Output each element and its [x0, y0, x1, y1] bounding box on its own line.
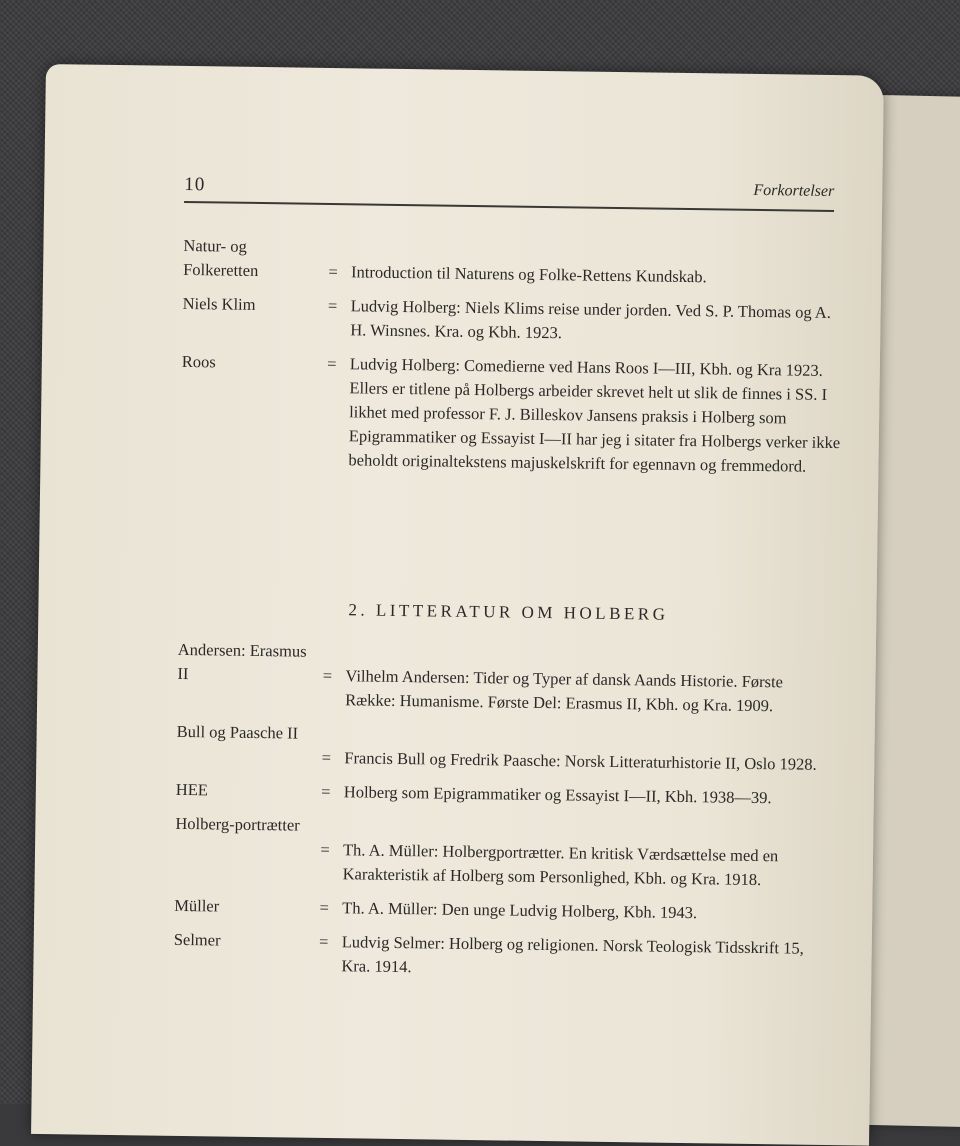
entry-roos [182, 350, 842, 383]
entry-holbergportraetter [175, 812, 836, 893]
equals-sign: = [318, 931, 329, 952]
book-page [31, 64, 884, 1146]
entry-hee [176, 778, 836, 811]
entry-definition: Holberg som Epigrammatiker og Essayist I—II, Kbh. 1938—39. [343, 782, 772, 808]
entry-term: Selmer [173, 929, 221, 950]
entry-term: Bull og Paasche II [176, 721, 299, 743]
section-heading: 2. LITTERATUR OM HOLBERG [348, 600, 669, 624]
entry-definition: Ludvig Holberg: Niels Klims reise under jorden. Ved S. P. Thomas og A. H. Winsnes. Kra. og Kbh. 1923. [350, 296, 832, 343]
entry-definition: Vilhelm Andersen: Tider og Typer af dansk Aands Historie. Første Række: Humanisme. Første Del: Erasmus II, Kbh. og Kra. 1909. [345, 666, 784, 716]
entry-natur-og-folkeretten [183, 234, 844, 291]
entry-muller [174, 894, 834, 927]
entry-term: Niels Klim [182, 293, 256, 314]
equals-sign: = [322, 665, 333, 686]
explanatory-note: Ellers er titlene på Holbergs arbeider skrevet helt ut slik de finnes i SS. I likhet med professor F. J. Billeskov Jansens praksis i Holberg som Epigrammatiker og Essayist I—II har jeg i sitater fra Holbergs verker ikke beholdt originaltekstens majuskelskrift for egennavn og fremmedord. [348, 378, 841, 476]
equals-sign: = [327, 295, 338, 316]
equals-sign: = [320, 839, 330, 860]
entry-definition: Th. A. Müller: Den unge Ludvig Holberg, Kbh. 1943. [342, 898, 698, 923]
equals-sign: = [321, 781, 331, 802]
running-title: Forkortelser [753, 181, 835, 201]
entry-definition: Ludvig Holberg: Comedierne ved Hans Roos I—III, Kbh. og Kra 1923. [349, 354, 824, 380]
literature-list [173, 638, 838, 995]
entry-term: Müller [174, 895, 220, 916]
entry-bull-og-paasche [176, 720, 837, 777]
entry-definition: Th. A. Müller: Holbergportrætter. En kritisk Værdsættelse med en Karakteristik af Holberg som Personlighed, Kbh. og Kra. 1918. [342, 840, 779, 890]
equals-sign: = [321, 747, 332, 768]
equals-sign: = [328, 261, 338, 282]
entry-definition: Introduction til Naturens og Folke-Rettens Kundskab. [350, 262, 707, 287]
entry-definition: Francis Bull og Fredrik Paasche: Norsk Litteraturhistorie II, Oslo 1928. [344, 748, 817, 774]
entry-term: Natur- og Folkeretten [183, 235, 259, 280]
entry-term: Holberg-portrætter [175, 813, 300, 835]
entry-term: HEE [175, 779, 209, 800]
equals-sign: = [319, 897, 330, 918]
page-number: 10 [184, 173, 206, 196]
equals-sign: = [327, 353, 337, 374]
entry-selmer [173, 928, 834, 985]
abbreviations-list-top [180, 234, 843, 479]
entry-term: Roos [181, 351, 216, 372]
entry-niels-klim [182, 292, 843, 349]
entry-andersen [177, 638, 838, 719]
entry-term: Andersen: Erasmus II [177, 639, 307, 684]
entry-definition: Ludvig Selmer: Holberg og religionen. Norsk Teologisk Tidsskrift 15, Kra. 1914. [341, 932, 804, 977]
